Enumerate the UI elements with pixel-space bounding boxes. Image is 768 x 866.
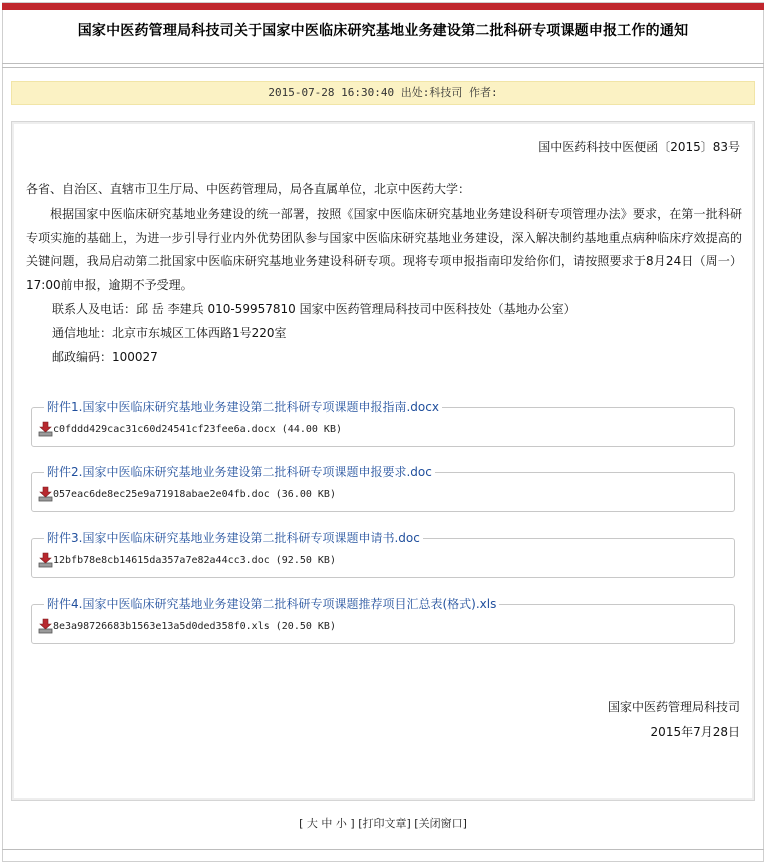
font-size-small-button[interactable]: 小 <box>335 817 347 830</box>
attachment-file[interactable] <box>38 618 336 636</box>
font-size-medium-button[interactable]: 中 <box>321 817 333 830</box>
salutation: 各省、自治区、直辖市卫生厅局、中医药管理局，局各直属单位，北京中医药大学： <box>26 182 471 196</box>
article-content <box>11 121 755 801</box>
font-size-large-button[interactable]: 大 <box>306 817 318 830</box>
divider <box>2 63 764 64</box>
close-window-link[interactable]: [关闭窗口] <box>414 817 467 830</box>
page-title: 国家中医药管理局科技司关于国家中医临床研究基地业务建设第二批科研专项课题申报工作的通知 <box>77 23 689 39</box>
attachment-box <box>31 465 735 512</box>
font-size-bracket-open: [ <box>299 817 304 830</box>
attachment-link[interactable]: 附件2.国家中医临床研究基地业务建设第二批科研专项课题申报要求.doc <box>44 463 435 480</box>
attachment-file[interactable] <box>38 486 336 504</box>
body-paragraph: 根据国家中医临床研究基地业务建设的统一部署，按照《国家中医临床研究基地业务建设科研专项管理办法》要求，在第一批科研专项实施的基础上，为进一步引导行业内外优势团队参与国家中医临床研究基地业务建设，深入解决制约基地重点病种临床疗效提高的关键问题，我局启动第二批国家中医临床研究基地业务建设科研专项。现将专项申报指南印发给你们，请按照要求于8月24日（周一）17:00前申报，逾期不予受理。 <box>26 207 742 292</box>
document-number: 国中医药科技中医便函〔2015〕83号 <box>538 140 740 154</box>
attachment-box <box>31 400 735 447</box>
address-info: 通信地址：北京市东城区工体西路1号220室 <box>52 326 287 340</box>
attachment-link[interactable]: 附件1.国家中医临床研究基地业务建设第二批科研专项课题申报指南.docx <box>44 398 442 415</box>
signature-date: 2015年7月28日 <box>650 725 740 739</box>
signature-org: 国家中医药管理局科技司 <box>607 700 740 714</box>
article-meta: 2015-07-28 16:30:40 出处:科技司 作者: <box>11 81 755 105</box>
download-icon <box>38 552 53 568</box>
divider <box>2 849 764 850</box>
attachment-file[interactable] <box>38 421 342 439</box>
footer-toolbar <box>2 815 764 831</box>
download-icon <box>38 421 53 437</box>
contact-info: 联系人及电话：邱 岳 李建兵 010-59957810 国家中医药管理局科技司中医科技处（基地办公室） <box>52 302 576 316</box>
attachment-link[interactable]: 附件4.国家中医临床研究基地业务建设第二批科研专项课题推荐项目汇总表(格式).xls <box>44 595 499 612</box>
download-icon <box>38 486 53 502</box>
top-accent-bar <box>2 3 764 10</box>
attachment-box <box>31 597 735 644</box>
attachment-filename: 057eac6de8ec25e9a71918abae2e04fb.doc (36.00 KB) <box>53 489 336 500</box>
attachment-link[interactable]: 附件3.国家中医临床研究基地业务建设第二批科研专项课题申请书.doc <box>44 529 423 546</box>
attachment-box <box>31 531 735 578</box>
attachment-file[interactable] <box>38 552 336 570</box>
postcode-info: 邮政编码：100027 <box>52 350 158 364</box>
download-icon <box>38 618 53 634</box>
print-article-link[interactable]: [打印文章] <box>358 817 411 830</box>
attachment-filename: 12bfb78e8cb14615da357a7e82a44cc3.doc (92.50 KB) <box>53 555 336 566</box>
font-size-bracket-close: ] <box>350 817 355 830</box>
attachment-filename: 8e3a98726683b1563e13a5d0ded358f0.xls (20.50 KB) <box>53 621 336 632</box>
attachment-filename: c0fddd429cac31c60d24541cf23fee6a.docx (44.00 KB) <box>53 424 342 435</box>
divider <box>2 67 764 68</box>
